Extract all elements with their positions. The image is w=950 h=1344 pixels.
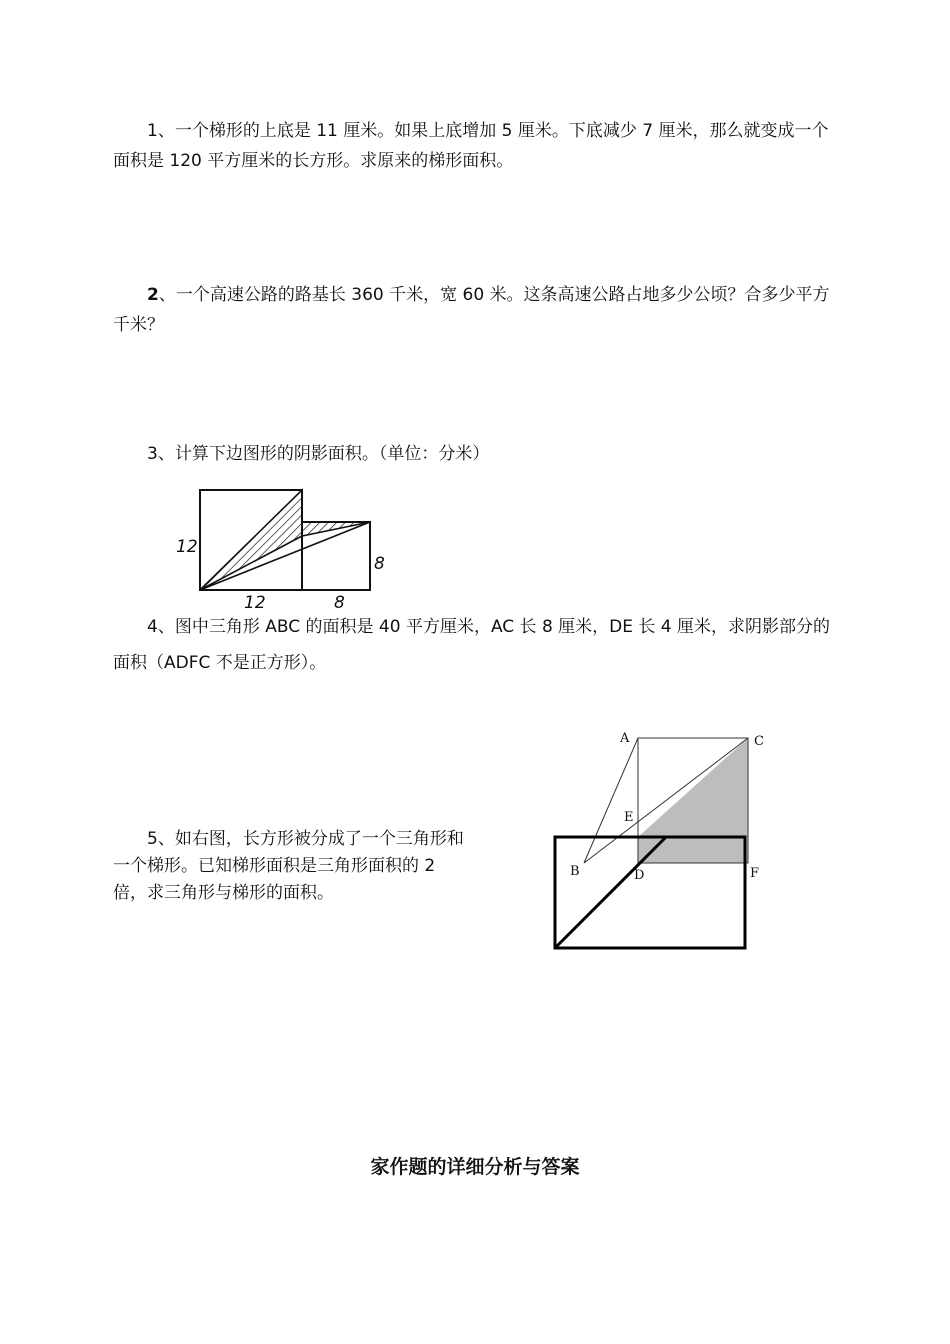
figure-4-point-c: C: [754, 734, 764, 749]
figure-3-label-left-width: 12: [244, 593, 266, 613]
problem-3-number: 3: [147, 444, 158, 464]
problem-3: [113, 439, 841, 469]
figure-3-label-left-height: 12: [176, 537, 198, 557]
problem-1: [113, 116, 841, 176]
problem-3-text: 、计算下边图形的阴影面积。（单位：分米）: [157, 444, 490, 464]
problem-1-number: 1: [147, 121, 158, 141]
figure-3-shaded-triangle-right: [302, 522, 370, 536]
problem-5-number: 5: [147, 829, 158, 849]
problem-4-number: 4: [147, 617, 158, 637]
figure-3-shaded-area: [160, 478, 400, 613]
figure-3-label-right-width: 8: [334, 593, 345, 613]
figure-3-label-right-height: 8: [374, 554, 385, 574]
problem-2-number: 2: [147, 285, 159, 305]
figure-4-point-b: B: [570, 864, 580, 879]
problem-4: [113, 609, 841, 681]
figure-4-point-f: F: [750, 866, 760, 881]
problem-5: [113, 826, 465, 907]
figure-4-point-a: A: [620, 731, 630, 746]
problem-2-text: 、一个高速公路的路基长 360 千米，宽 60 米。这条高速公路占地多少公顷？合多少平方千米？: [113, 285, 830, 335]
problem-5-text: 、如右图，长方形被分成了一个三角形和一个梯形。已知梯形面积是三角形面积的 2 倍，求三角形与梯形的面积。: [113, 829, 464, 903]
answer-section-title: 家作题的详细分析与答案: [370, 1156, 580, 1178]
figure-4-shaded-region: [638, 738, 748, 863]
figure-4-point-e: E: [624, 810, 634, 825]
figure-4-point-d: D: [634, 868, 645, 883]
problem-1-text: 、一个梯形的上底是 11 厘米。如果上底增加 5 厘米。下底减少 7 厘米，那么就变成一个面积是 120 平方厘米的长方形。求原来的梯形面积。: [113, 121, 829, 171]
problem-2: [113, 280, 841, 340]
figure-5-dividing-line: [555, 837, 666, 948]
figure-3-shaded-triangle-left: [200, 490, 302, 590]
figure-4-5: [548, 722, 778, 954]
problem-4-text: 、图中三角形 ABC 的面积是 40 平方厘米，AC 长 8 厘米，DE 长 4 厘米，求阴影部分的面积（ADFC 不是正方形）。: [113, 617, 831, 673]
